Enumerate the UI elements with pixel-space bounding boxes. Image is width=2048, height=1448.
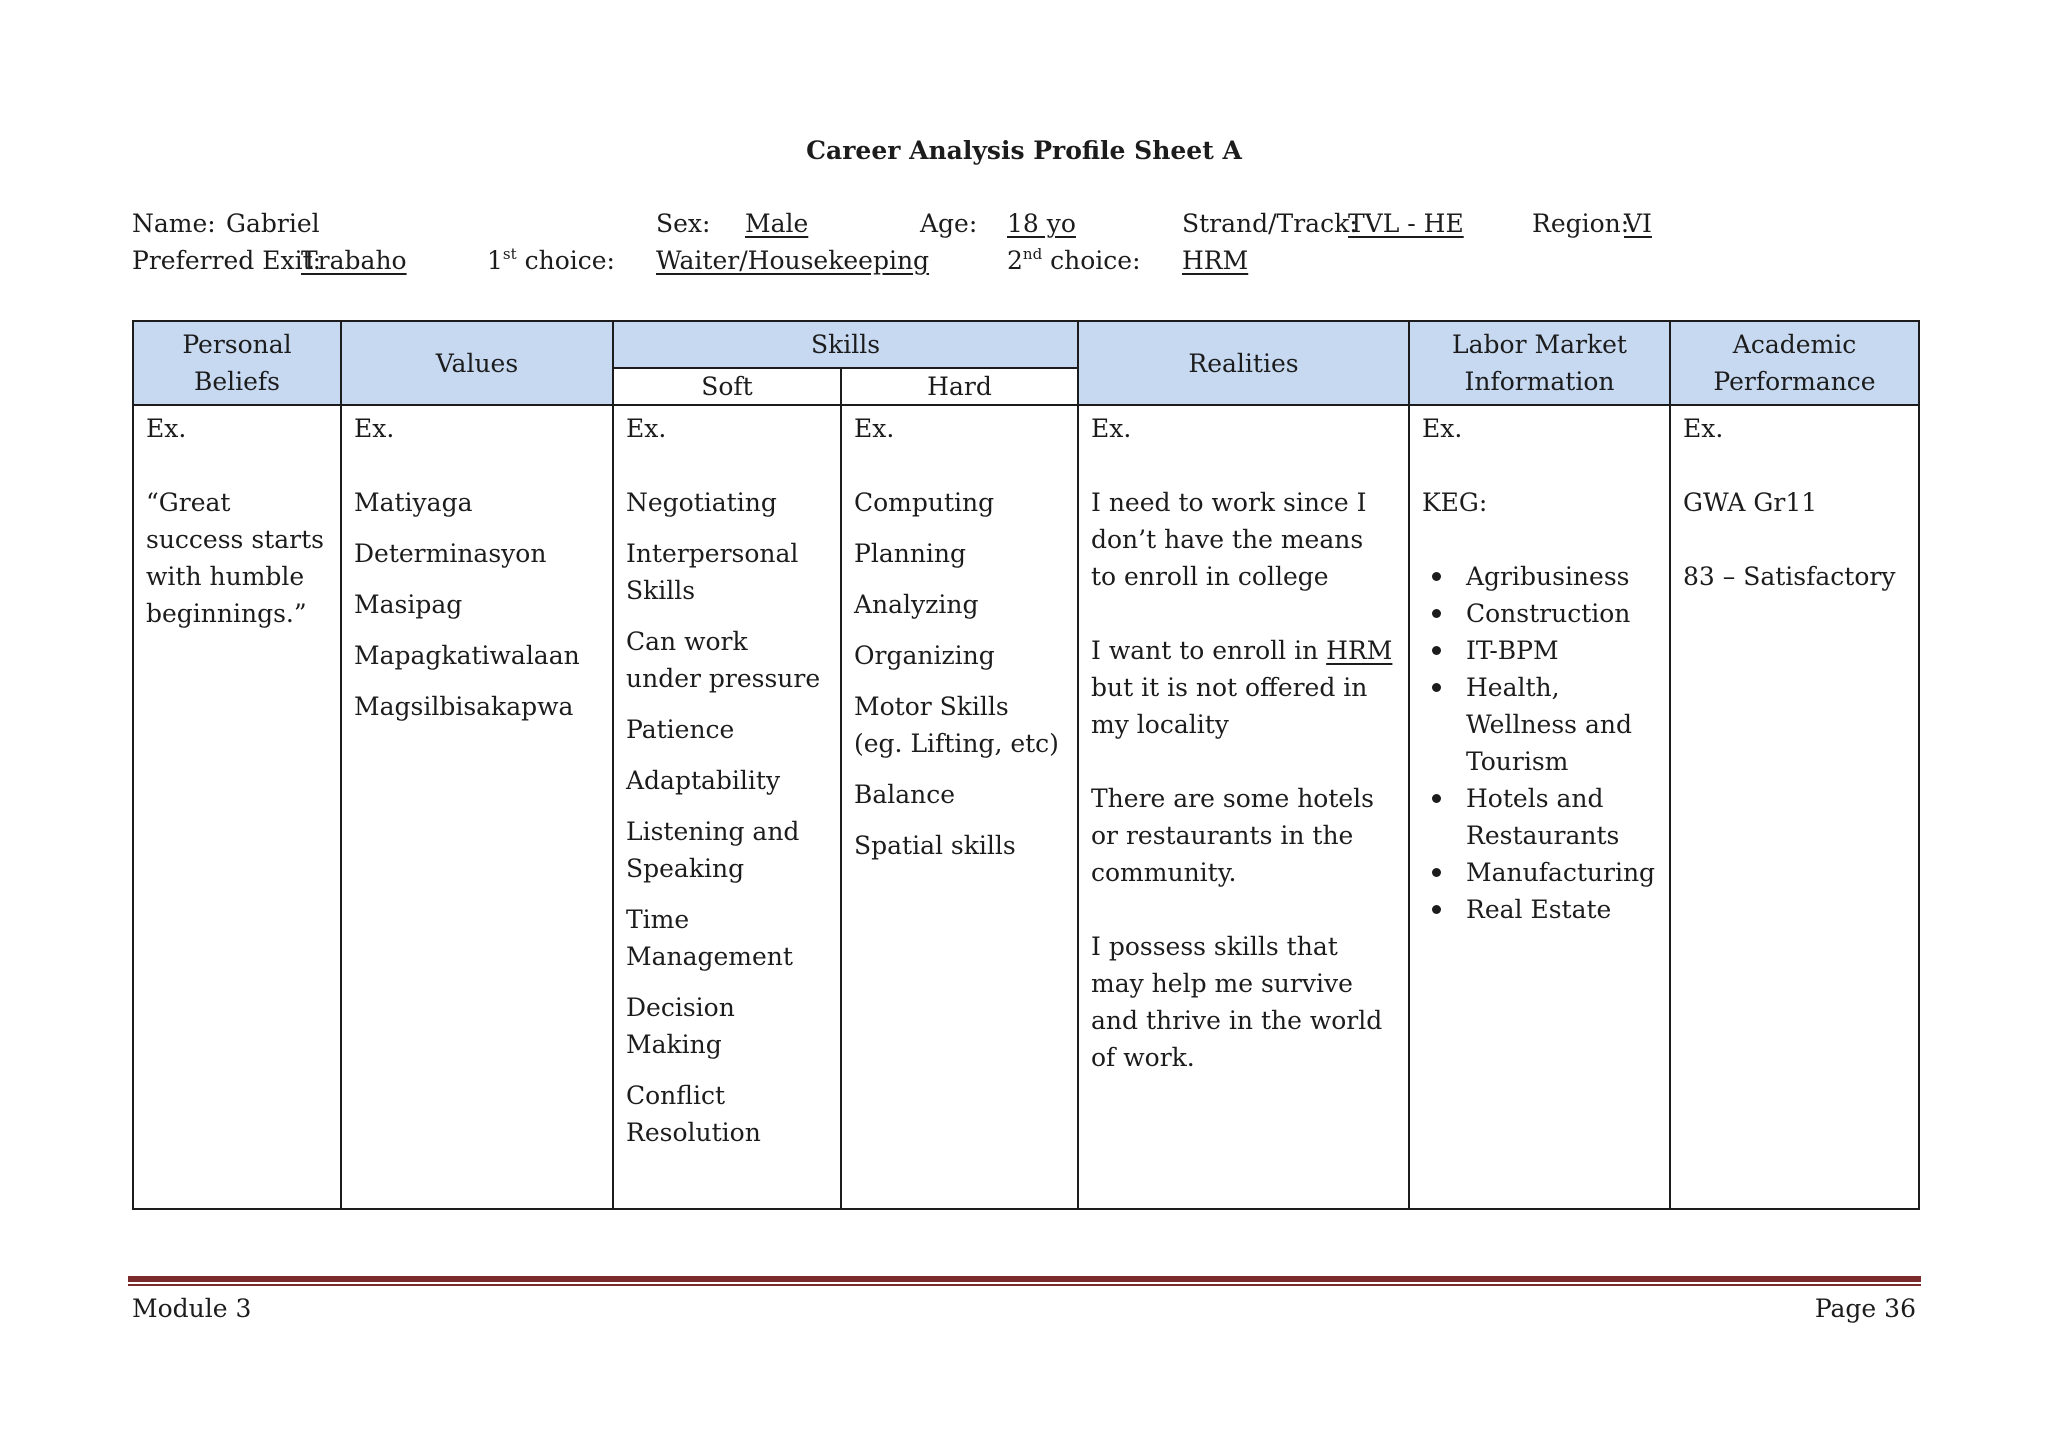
header-realities: Realities — [1078, 321, 1409, 405]
first-choice-ordinal: st — [502, 245, 517, 263]
first-choice-number: 1 — [487, 246, 503, 275]
cell-hard-skills — [841, 405, 1078, 1209]
list-item: Conflict Resolution — [626, 1081, 761, 1147]
cell-personal-beliefs — [133, 405, 341, 1209]
header-personal-beliefs: Personal Beliefs — [133, 321, 341, 405]
list-item: Planning — [854, 539, 967, 568]
cell-labor-market — [1409, 405, 1670, 1209]
list-item: Can work under pressure — [626, 627, 821, 693]
footer-divider-thin — [128, 1284, 1921, 1286]
list-item: Magsilbisakapwa — [354, 692, 574, 721]
ex-label: Ex. — [854, 414, 895, 443]
strand-label: Strand/Track: — [1182, 209, 1358, 238]
preferred-exit-label: Preferred Exit: — [132, 246, 322, 275]
list-item: Masipag — [354, 590, 463, 619]
list-item: Adaptability — [626, 766, 781, 795]
gwa-label: GWA Gr11 — [1683, 488, 1818, 517]
reality-course: HRM — [1326, 636, 1393, 665]
second-choice-value: HRM — [1182, 246, 1249, 275]
page-title: Career Analysis Profile Sheet A — [806, 136, 1242, 165]
sex-value: Male — [745, 209, 809, 238]
list-item: Spatial skills — [854, 831, 1016, 860]
age-value: 18 yo — [1007, 209, 1076, 238]
reality-paragraph: There are some hotels or restaurants in the community. — [1091, 784, 1375, 887]
ex-label: Ex. — [1422, 414, 1463, 443]
footer-module: Module 3 — [132, 1294, 252, 1323]
list-item: IT-BPM — [1466, 632, 1657, 669]
grade-value: 83 – Satisfactory — [1683, 562, 1896, 591]
list-item: Negotiating — [626, 488, 777, 517]
hard-skills-list — [854, 484, 1065, 864]
region-label: Region: — [1532, 209, 1630, 238]
list-item: Manufacturing — [1466, 854, 1657, 891]
ex-label: Ex. — [626, 414, 667, 443]
header-academic-performance: Academic Performance — [1670, 321, 1919, 405]
list-item: Time Management — [626, 905, 793, 971]
list-item: Organizing — [854, 641, 995, 670]
list-item: Mapagkatiwalaan — [354, 641, 580, 670]
list-item: Patience — [626, 715, 735, 744]
header-labor-market: Labor Market Information — [1409, 321, 1670, 405]
career-analysis-table — [132, 320, 1920, 1210]
header-skills: Skills — [613, 321, 1078, 368]
sex-label: Sex: — [656, 209, 711, 238]
cell-academic-performance — [1670, 405, 1919, 1209]
reality-paragraph: I need to work since I don’t have the means to enroll in college — [1091, 488, 1367, 591]
reality-text: but it is not offered in my locality — [1091, 673, 1368, 739]
list-item: Hotels and Restaurants — [1466, 780, 1657, 854]
preferred-exit-value: Trabaho — [301, 246, 407, 275]
list-item: Agribusiness — [1466, 558, 1657, 595]
belief-quote: “Great success starts with humble beginnings.” — [146, 488, 324, 628]
first-choice-word: choice: — [524, 246, 615, 275]
keg-list — [1422, 558, 1657, 928]
age-label: Age: — [920, 209, 978, 238]
footer-page-number: Page 36 — [1814, 1294, 1916, 1323]
first-choice-label — [487, 244, 615, 278]
list-item: Motor Skills (eg. Lifting, etc) — [854, 692, 1059, 758]
name-value: Gabriel — [226, 209, 320, 238]
list-item: Health, Wellness and Tourism — [1466, 669, 1657, 780]
second-choice-label — [1007, 244, 1141, 278]
name-label: Name: — [132, 209, 216, 238]
list-item: Interpersonal Skills — [626, 539, 799, 605]
ex-label: Ex. — [354, 414, 395, 443]
reality-text: I want to enroll in — [1091, 636, 1327, 665]
list-item: Computing — [854, 488, 995, 517]
list-item: Balance — [854, 780, 956, 809]
reality-paragraph — [1091, 632, 1396, 743]
strand-value: TVL - HE — [1348, 209, 1464, 238]
second-choice-number: 2 — [1007, 246, 1023, 275]
list-item: Decision Making — [626, 993, 735, 1059]
reality-paragraph: I possess skills that may help me survive and thrive in the world of work. — [1091, 932, 1383, 1072]
list-item: Construction — [1466, 595, 1657, 632]
list-item: Analyzing — [854, 590, 979, 619]
cell-realities — [1078, 405, 1409, 1209]
footer-divider — [128, 1276, 1921, 1282]
header-values: Values — [341, 321, 613, 405]
header-soft-skills: Soft — [613, 368, 841, 405]
list-item: Real Estate — [1466, 891, 1657, 928]
ex-label: Ex. — [1683, 414, 1724, 443]
second-choice-word: choice: — [1050, 246, 1141, 275]
cell-soft-skills — [613, 405, 841, 1209]
list-item: Listening and Speaking — [626, 817, 800, 883]
header-hard-skills: Hard — [841, 368, 1078, 405]
second-choice-ordinal: nd — [1022, 245, 1043, 263]
region-value: VI — [1624, 209, 1652, 238]
ex-label: Ex. — [146, 414, 187, 443]
ex-label: Ex. — [1091, 414, 1132, 443]
soft-skills-list — [626, 484, 828, 1151]
keg-label: KEG: — [1422, 488, 1488, 517]
first-choice-value: Waiter/Housekeeping — [656, 246, 930, 275]
list-item: Determinasyon — [354, 539, 547, 568]
cell-values — [341, 405, 613, 1209]
list-item: Matiyaga — [354, 488, 473, 517]
values-list — [354, 484, 600, 725]
